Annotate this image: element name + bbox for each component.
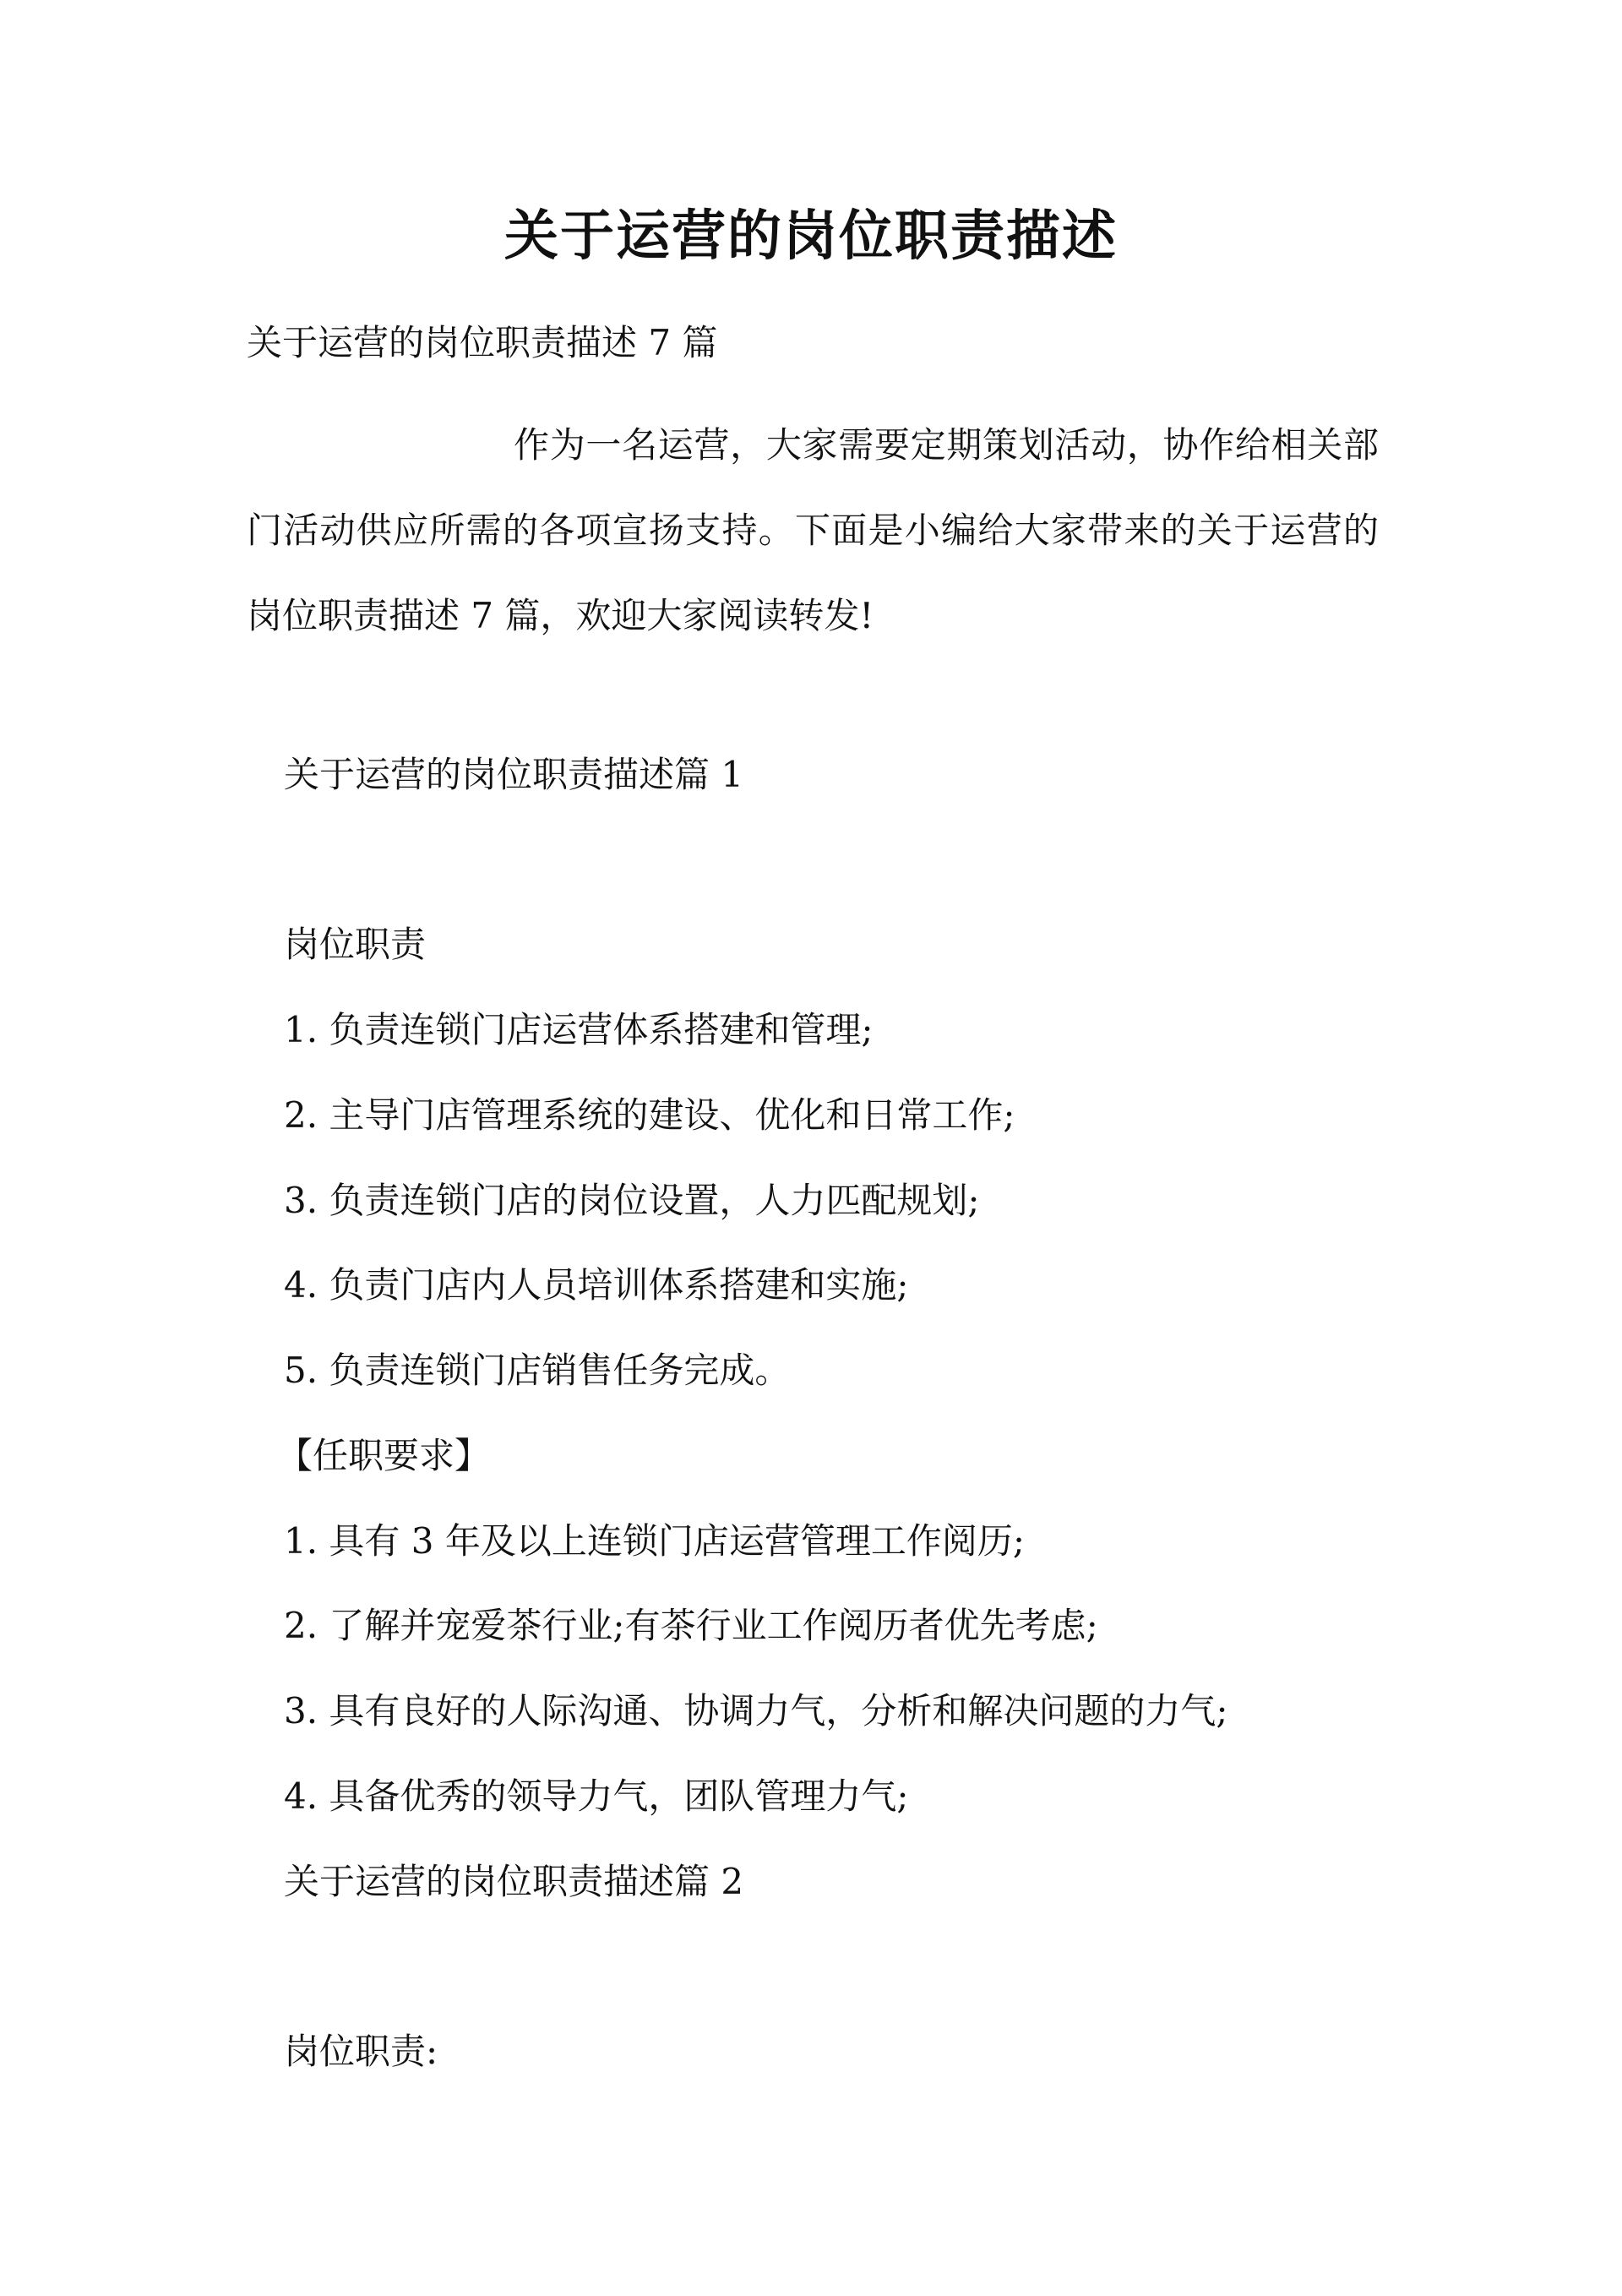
requirement-item-1: 1. 具有 3 年及以上连锁门店运营管理工作阅历; [284, 1520, 1025, 1562]
duty-item-1: 1. 负责连锁门店运营体系搭建和管理; [284, 1009, 874, 1050]
duty-item-2: 2. 主导门店管理系统的建设、优化和日常工作; [284, 1094, 1015, 1136]
intro-paragraph: 作为一名运营，大家需要定期策划活动，协作给相关部门活动供应所需的各项宣扬支持。下面是小编给大家带来的关于运营的岗位职责描述 7 篇，欢迎大家阅读转发! [247, 424, 1379, 636]
section2-duties-heading: 岗位职责: [284, 2031, 438, 2072]
section2-heading: 关于运营的岗位职责描述篇 2 [284, 1861, 744, 1902]
requirement-item-2: 2. 了解并宠爱茶行业;有茶行业工作阅历者优先考虑; [284, 1605, 1098, 1646]
duty-item-5: 5. 负责连锁门店销售任务完成。 [284, 1350, 791, 1391]
duty-item-4: 4. 负责门店内人员培训体系搭建和实施; [284, 1264, 909, 1306]
document-title: 关于运营的岗位职责描述 [504, 205, 1118, 268]
duty-item-3: 3. 负责连锁门店的岗位设置，人力匹配规划; [284, 1180, 980, 1221]
requirement-item-3: 3. 具有良好的人际沟通、协调力气，分析和解决问题的力气; [284, 1690, 1228, 1732]
section1-duties-heading: 岗位职责 [284, 924, 427, 965]
requirements-heading: 【任职要求】 [277, 1435, 491, 1476]
requirement-item-4: 4. 具备优秀的领导力气，团队管理力气; [284, 1775, 909, 1817]
document-subtitle: 关于运营的岗位职责描述 7 篇 [247, 322, 718, 363]
section1-heading: 关于运营的岗位职责描述篇 1 [284, 754, 744, 795]
